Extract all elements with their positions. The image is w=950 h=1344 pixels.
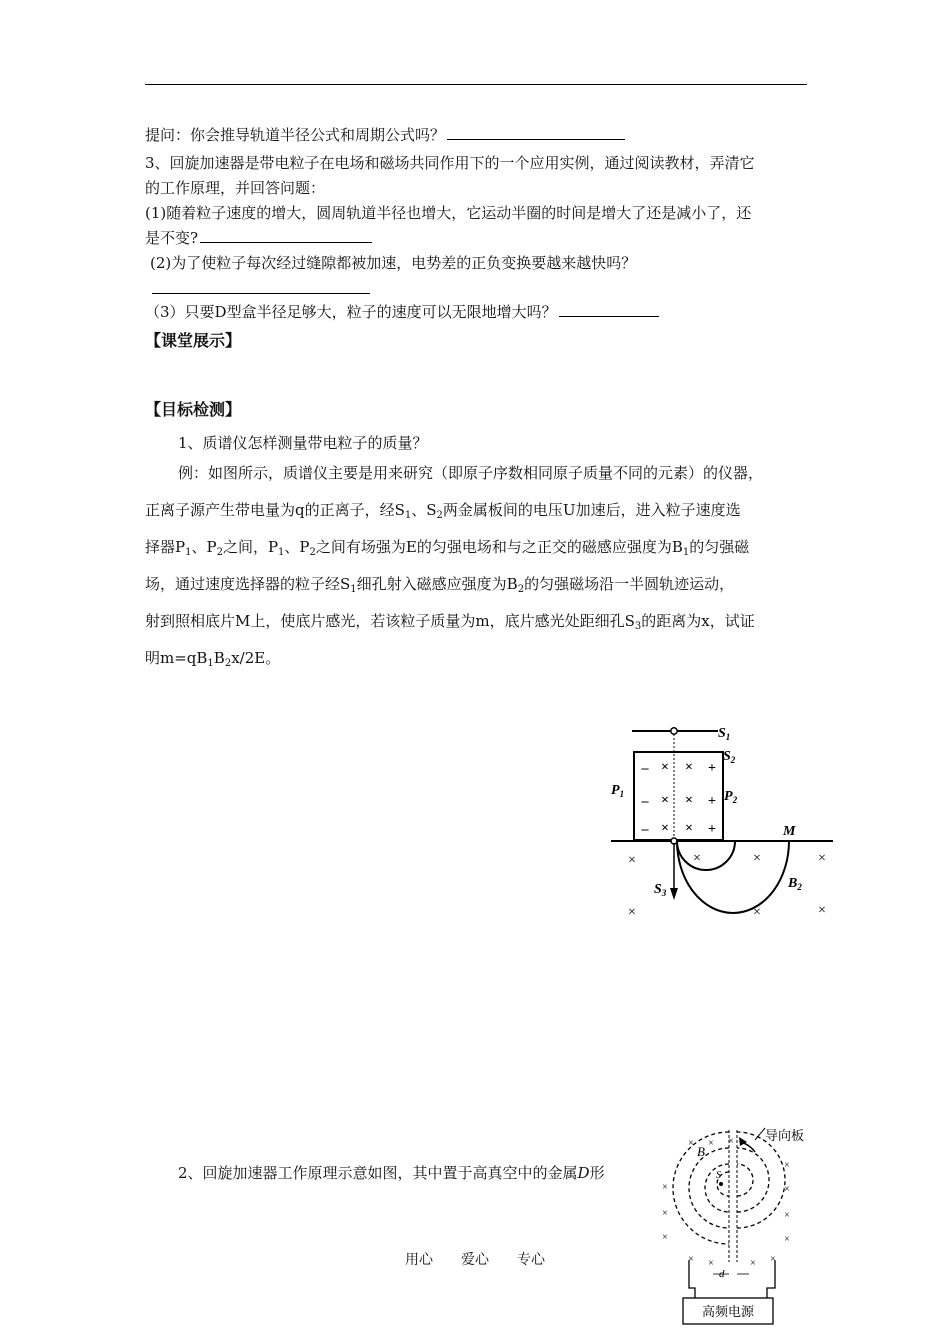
field-cross: × — [685, 760, 693, 775]
label-d: d — [719, 1268, 725, 1280]
label-b2: B — [788, 876, 798, 891]
field-cross: × — [753, 851, 761, 866]
svg-text:×: × — [784, 1160, 790, 1171]
minus-sign: – — [641, 794, 649, 809]
label-guide-plate: 导向板 — [765, 1128, 805, 1143]
svg-text:×: × — [784, 1210, 790, 1221]
test1-line6: 明$m=qB_1B_2x/2E$。 — [145, 649, 281, 669]
svg-text:×: × — [708, 1258, 714, 1269]
svg-text:S3: $S_3$ — [654, 882, 667, 898]
item3-q3: （3）只要D型盒半径足够大，粒子的速度可以无限地增大吗？ — [145, 303, 557, 321]
answer-blank[interactable] — [200, 228, 372, 243]
svg-text:×: × — [688, 1138, 694, 1149]
svg-text:B2: $B_2$ — [788, 876, 802, 892]
svg-text:×: × — [662, 1182, 668, 1193]
item3-q1-line2-wrap — [145, 227, 372, 248]
field-cross: × — [818, 903, 826, 918]
item3-q1-line1: (1)随着粒子速度的增大，圆周轨道半径也增大，它运动半圈的时间是增大了还是减小了，还 — [145, 204, 752, 222]
svg-text:×: × — [750, 1258, 756, 1269]
label-power-supply: 高频电源 — [701, 1304, 755, 1319]
item3-q2: (2)为了使粒子每次经过缝隙都被加速，电势差的正负变换要越来越快吗？ — [150, 254, 637, 272]
field-cross: × — [818, 851, 826, 866]
answer-blank[interactable] — [447, 125, 625, 140]
header-rule — [145, 84, 807, 85]
label-b: B — [697, 1144, 705, 1159]
test1-line2: 正离子源产生带电量为q的正离子，经$S_1$、$S_2$两金属板间的电压U加速后，进入粒子速度选 — [145, 501, 741, 521]
label-s1: S — [718, 726, 726, 741]
footer-a: 用心 — [405, 1252, 433, 1268]
label-p2: P — [724, 789, 733, 804]
item3-q1-line2: 是不变? — [145, 229, 199, 247]
test2-text: 2、回旋加速器工作原理示意如图，其中置于高真空中的金属D形 — [178, 1164, 605, 1182]
svg-text:×: × — [784, 1184, 790, 1195]
item3-line2: 的工作原理，并回答问题： — [145, 179, 326, 197]
item3-q3-wrap — [145, 301, 659, 322]
answer-blank[interactable] — [152, 279, 370, 294]
svg-text:×: × — [784, 1234, 790, 1245]
test1-title: 1、质谱仪怎样测量带电粒子的质量？ — [178, 434, 428, 452]
cyclotron-figure — [655, 1120, 815, 1332]
mass-spectrometer-figure — [605, 712, 840, 927]
svg-text:×: × — [688, 1254, 694, 1265]
label-s3: S — [654, 882, 662, 897]
svg-text:S2: $S_2$ — [723, 749, 736, 765]
footer-b: 爱心 — [461, 1252, 489, 1268]
svg-text:P1: $P_1$ — [611, 783, 625, 799]
field-cross: × — [661, 793, 669, 808]
question-text: 提问：你会推导轨道半径公式和周期公式吗？ — [145, 126, 446, 144]
label-s2: S — [723, 749, 731, 764]
minus-sign: – — [641, 761, 649, 776]
label-m: M — [783, 824, 796, 839]
field-cross: × — [661, 821, 669, 836]
test1-line4: 场，通过速度选择器的粒子经$S_1$细孔射入磁感应强度为$B_2$的匀强磁场沿一半圆轨迹运动， — [145, 575, 735, 595]
plus-sign: + — [708, 822, 716, 837]
test1-line1: 例：如图所示，质谱仪主要是用来研究（即原子序数相同原子质量不同的元素）的仪器， — [178, 464, 764, 482]
field-cross: × — [628, 853, 636, 868]
item3-line1: 3、回旋加速器是带电粒子在电场和磁场共同作用下的一个应用实例，通过阅读教材，弄清它 — [145, 154, 755, 172]
test1-line3: 择器$P_1$、$P_2$之间，$P_1$、$P_2$之间有场强为E的匀强电场和与之正交的磁感应强度为$B_1$的匀强磁 — [145, 538, 750, 558]
svg-text:×: × — [708, 1138, 714, 1149]
svg-text:×: × — [662, 1208, 668, 1219]
question-line — [145, 124, 625, 145]
section-heading-test: 【目标检测】 — [145, 400, 242, 419]
test1-line5: 射到照相底片M上，使底片感光，若该粒子质量为m，底片感光处距细孔$S_3$的距离为x，试证 — [145, 612, 755, 632]
minus-sign: – — [641, 822, 649, 837]
field-cross: × — [685, 793, 693, 808]
plus-sign: + — [708, 761, 716, 776]
answer-blank[interactable] — [559, 302, 659, 317]
svg-text:×: × — [662, 1232, 668, 1243]
plus-sign: + — [708, 794, 716, 809]
field-cross: × — [693, 851, 701, 866]
svg-text:×: × — [728, 1136, 734, 1147]
field-cross: × — [753, 905, 761, 920]
field-cross: × — [661, 760, 669, 775]
svg-text:×: × — [770, 1254, 776, 1265]
label-p1: P — [611, 783, 620, 798]
footer-c: 专心 — [517, 1252, 545, 1268]
svg-text:P2: $P_2$ — [724, 789, 738, 805]
label-s: S — [716, 1170, 721, 1181]
svg-text:S1: $S_1$ — [718, 726, 731, 742]
field-cross: × — [628, 905, 636, 920]
section-heading-display: 【课堂展示】 — [145, 331, 242, 350]
field-cross: × — [685, 821, 693, 836]
